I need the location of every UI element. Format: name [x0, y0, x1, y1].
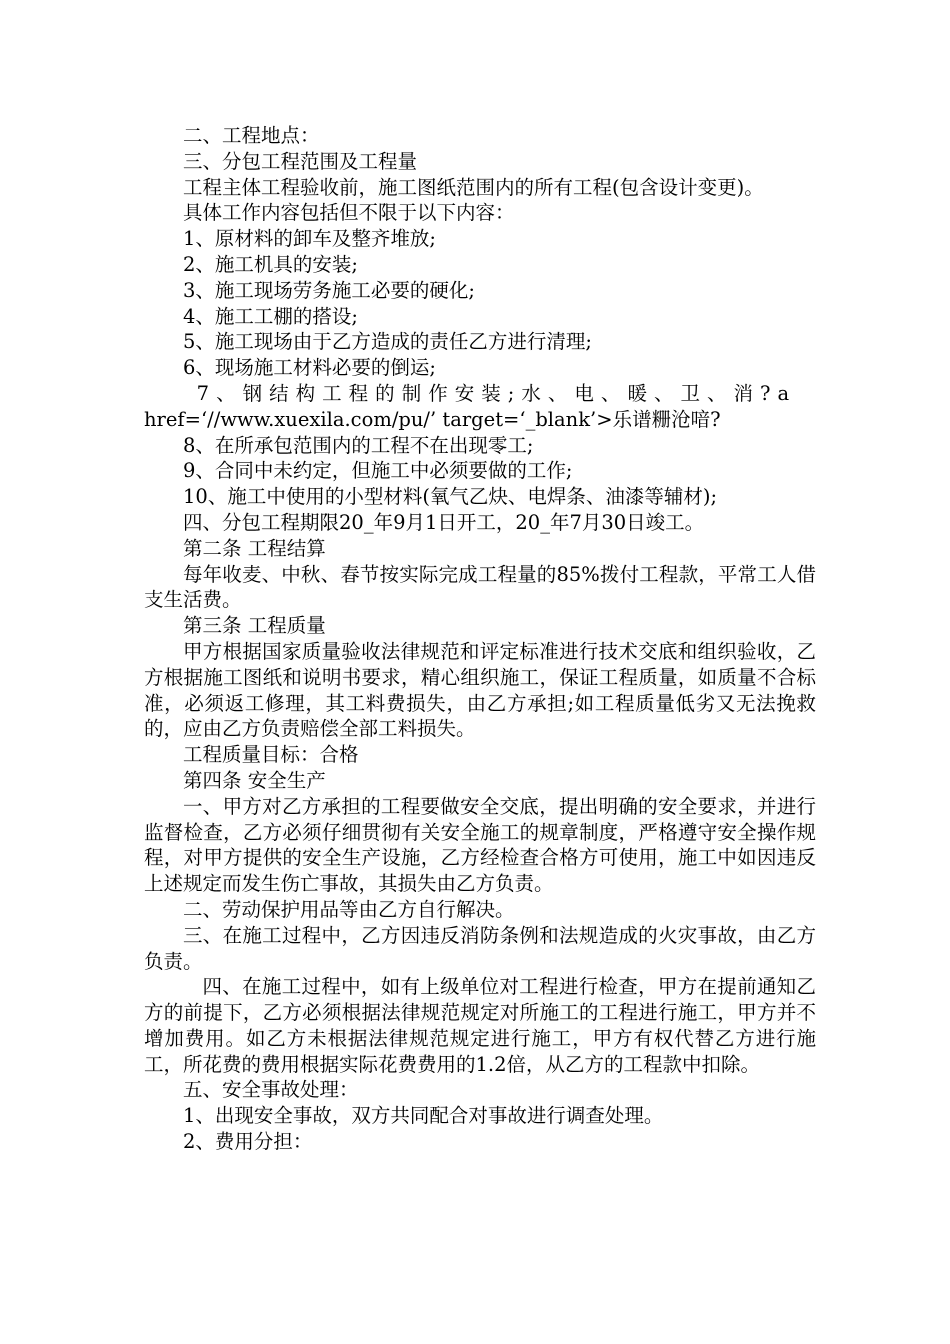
paragraph-quality-target: 工程质量目标：合格	[183, 743, 359, 767]
paragraph-work-content-intro: 具体工作内容包括但不限于以下内容：	[183, 201, 515, 225]
list-item-1: 1、原材料的卸车及整齐堆放;	[183, 227, 436, 251]
list-item-5: 5、施工现场由于乙方造成的责任乙方进行清理;	[183, 330, 592, 354]
paragraph-accident-heading: 五、安全事故处理：	[183, 1078, 359, 1102]
paragraph-project-period: 四、分包工程期限20_年9月1日开工，20_年7月30日竣工。	[183, 510, 705, 534]
list-item-2: 2、施工机具的安装;	[183, 252, 358, 276]
list-item-7: 7、钢结构工程的制作安装;水、电、暖、卫、消?a	[196, 381, 797, 405]
paragraph-accident-1: 1、出现安全事故，双方共同配合对事故进行调查处理。	[183, 1104, 664, 1128]
list-item-4: 4、施工工棚的搭设;	[183, 304, 358, 328]
list-item-6: 6、现场施工材料必要的倒运;	[183, 356, 436, 380]
paragraph-quality: 甲方根据国家质量验收法律规范和评定标准进行技术交底和组织验收，乙方根据施工图纸和说明书要求，精心组织施工，保证工程质量，如质量不合标准，必须返工修理，其工料费损失，由乙方承担;如工程质量低劣又无法挽救的，应由乙方负责赔偿全部工料损失。	[144, 639, 816, 741]
paragraph-safety-4: 四、在施工过程中，如有上级单位对工程进行检查，甲方在提前通知乙方的前提下，乙方必须根据法律规范规定对所施工的工程进行施工，甲方并不增加费用。如乙方未根据法律规范规定进行施工，甲方有权代替乙方进行施工，所花费的费用根据实际花费费用的1.2倍，从乙方的工程款中扣除。	[144, 975, 816, 1076]
paragraph-safety-1: 一、甲方对乙方承担的工程要做安全交底，提出明确的安全要求，并进行监督检查，乙方必须仔细贯彻有关安全施工的规章制度，严格遵守安全操作规程，对甲方提供的安全生产设施，乙方经检查合格方可使用，施工中如因违反上述规定而发生伤亡事故，其损失由乙方负责。	[144, 794, 816, 896]
paragraph-settlement: 每年收麦、中秋、春节按实际完成工程量的85%拨付工程款，平常工人借支生活费。	[144, 562, 816, 612]
list-item-9: 9、合同中未约定，但施工中必须要做的工作;	[183, 459, 573, 483]
list-item-7-continuation: href=‘//www.xuexila.com/pu/’ target=‘_blank’>乐谱粣沧喑?	[144, 407, 721, 431]
document-page	[144, 123, 816, 1155]
paragraph-accident-2: 2、费用分担：	[183, 1130, 313, 1154]
list-item-3: 3、施工现场劳务施工必要的硬化;	[183, 278, 475, 302]
list-item-10: 10、施工中使用的小型材料(氧气乙炔、电焊条、油漆等辅材);	[183, 485, 718, 509]
article-2-heading: 第二条 工程结算	[183, 536, 326, 560]
paragraph-safety-3: 三、在施工过程中，乙方因违反消防条例和法规造成的火灾事故，由乙方负责。	[144, 923, 816, 973]
paragraph-scope-heading: 三、分包工程范围及工程量	[183, 149, 418, 173]
list-item-8: 8、在所承包范围内的工程不在出现零工;	[183, 433, 534, 457]
paragraph-scope-description: 工程主体工程验收前，施工图纸范围内的所有工程(包含设计变更)。	[183, 175, 764, 199]
paragraph-project-location: 二、工程地点：	[183, 124, 320, 147]
article-3-heading: 第三条 工程质量	[183, 614, 326, 638]
paragraph-safety-2: 二、劳动保护用品等由乙方自行解决。	[183, 897, 515, 921]
article-4-heading: 第四条 安全生产	[183, 768, 326, 792]
